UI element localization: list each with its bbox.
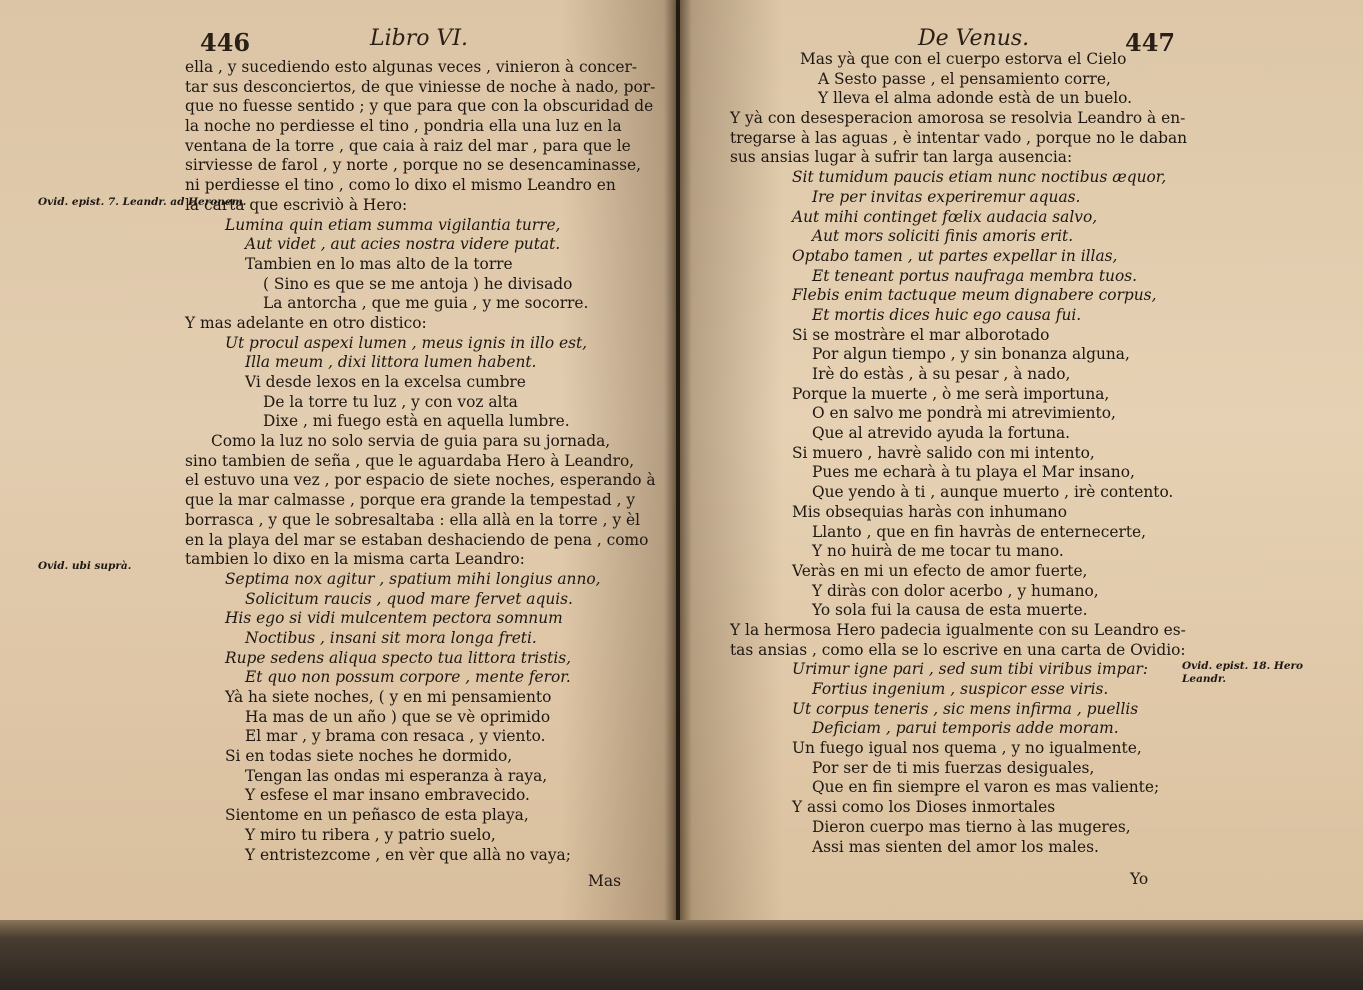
text-line: Assi mas sienten del amor los males. (812, 837, 1099, 856)
text-line: Y mas adelante en otro distico: (185, 313, 427, 332)
text-line: sino tambien de seña , que le aguardaba Hero à Leandro, (185, 451, 635, 470)
text-line: Illa meum , dixi littora lumen habent. (245, 353, 537, 372)
text-line: Si en todas siete noches he dormido, (225, 747, 513, 766)
text-line: Septima nox agitur , spatium mihi longius anno, (225, 569, 601, 588)
book-gutter (664, 0, 692, 940)
text-line: Solicitum raucis , quod mare fervet aquis. (245, 589, 573, 608)
text-line: De la torre tu luz , y con voz alta (263, 392, 518, 411)
catchword-left: Mas (588, 872, 622, 890)
right-page-text (730, 50, 1190, 857)
text-line: Pues me echarà à tu playa el Mar insano, (812, 463, 1135, 482)
text-line: Aut mihi continget fœlix audacia salvo, (792, 207, 1098, 226)
text-line: Por ser de ti mis fuerzas desiguales, (812, 758, 1095, 777)
text-line: tregarse à las aguas , è intentar vado , porque no le daban (730, 128, 1188, 147)
text-line: Yà ha siete noches, ( y en mi pensamiento (225, 688, 552, 706)
running-head-left: Libro VI. (370, 26, 469, 51)
margin-note-right-1: Ovid. epist. 18. Hero Leandr. (1182, 660, 1304, 685)
text-line: Y lleva el alma adonde està de un buelo. (818, 89, 1133, 108)
text-line: que no fuesse sentido ; y que para que con la obscuridad de (185, 97, 654, 116)
text-line: Ut procul aspexi lumen , meus ignis in illo est, (225, 333, 588, 352)
text-line: Mis obsequias haràs con inhumano (792, 502, 1067, 521)
text-line: El mar , y brama con resaca , y viento. (245, 727, 546, 746)
text-line: Y miro tu ribera , y patrio suelo, (245, 825, 496, 844)
text-line: Tambien en lo mas alto de la torre (245, 254, 513, 273)
text-line: Rupe sedens aliqua specto tua littora tristis, (225, 648, 572, 667)
text-line: Si se mostràre el mar alborotado (792, 325, 1050, 344)
text-line: Y diràs con dolor acerbo , y humano, (812, 581, 1099, 600)
text-line: ella , y sucediendo esto algunas veces , vinieron à concer- (185, 58, 638, 76)
text-line: Como la luz no solo servia de guia para su jornada, (211, 432, 611, 451)
text-line: ni perdiesse el tino , como lo dixo el mismo Leandro en (185, 176, 616, 195)
page-bottom-edge (0, 920, 1363, 990)
text-line: Aut videt , aut acies nostra videre putat. (245, 235, 561, 254)
text-line: sus ansias lugar à sufrir tan larga ausencia: (730, 148, 1073, 167)
text-line: Y yà con desesperacion amorosa se resolvia Leandro à en- (730, 109, 1186, 128)
text-line: Lumina quin etiam summa vigilantia turre, (225, 215, 561, 234)
text-line: ( Sino es que se me antoja ) he divisado (263, 274, 573, 293)
text-line: Veràs en mi un efecto de amor fuerte, (792, 561, 1088, 580)
text-line: Irè do estàs , à su pesar , à nado, (812, 365, 1071, 383)
text-line: Fortius ingenium , suspicor esse viris. (812, 680, 1109, 698)
text-line: Dixe , mi fuego està en aquella lumbre. (263, 412, 570, 431)
text-line: Flebis enim tactuque meum dignabere corpus, (792, 286, 1157, 305)
text-line: Sientome en un peñasco de esta playa, (225, 806, 529, 825)
text-line: La antorcha , que me guia , y me socorre. (263, 294, 589, 313)
margin-note-left-1: Ovid. epist. 7. Leandr. ad Heronem. (38, 196, 247, 208)
text-line: O en salvo me pondrà mi atrevimiento, (812, 404, 1116, 423)
text-line: Deficiam , parui temporis adde moram. (812, 719, 1119, 738)
text-line: en la playa del mar se estaban deshaciendo de pena , como (185, 530, 649, 549)
text-line: A Sesto passe , el pensamiento corre, (818, 69, 1111, 88)
text-line: el estuvo una vez , por espacio de siete noches, esperando à (185, 471, 656, 490)
text-line: la noche no perdiesse el tino , pondria ella una luz en la (185, 117, 622, 136)
catchword-right: Yo (1130, 870, 1149, 888)
text-line: Dieron cuerpo mas tierno à las mugeres, (812, 817, 1131, 836)
text-line: Yo sola fui la causa de esta muerte. (812, 601, 1088, 620)
text-line: Y la hermosa Hero padecia igualmente con su Leandro es- (730, 620, 1186, 639)
text-line: Por algun tiempo , y sin bonanza alguna, (812, 345, 1130, 364)
text-line: sirviesse de farol , y norte , porque no se desencaminasse, (185, 156, 642, 175)
left-page (0, 0, 676, 935)
text-line: Y entristezcome , en vèr que allà no vaya; (245, 845, 571, 864)
left-page-text (185, 58, 656, 865)
text-line: Et teneant portus naufraga membra tuos. (812, 266, 1138, 285)
text-line: Optabo tamen , ut partes expellar in illas, (792, 246, 1118, 265)
text-line: Que al atrevido ayuda la fortuna. (812, 424, 1071, 443)
text-line: Tengan las ondas mi esperanza à raya, (245, 766, 548, 785)
text-line: tas ansias , como ella se lo escrive en una carta de Ovidio: (730, 640, 1186, 659)
text-line: Si muero , havrè salido con mi intento, (792, 443, 1095, 462)
text-line: la carta que escriviò à Hero: (185, 195, 408, 214)
page-number-left: 446 (200, 28, 251, 57)
text-line: Llanto , que en fin havràs de enternecerte, (812, 522, 1147, 541)
text-line: Et quo non possum corpore , mente feror. (245, 668, 571, 687)
text-line: que la mar calmasse , porque era grande la tempestad , y (185, 491, 636, 510)
text-line: Vi desde lexos en la excelsa cumbre (245, 373, 526, 391)
text-line: Porque la muerte , ò me serà importuna, (792, 384, 1110, 403)
margin-note-left-2: Ovid. ubi suprà. (38, 560, 132, 572)
running-head-right: De Venus. (918, 26, 1030, 51)
page-number-right: 447 (1125, 28, 1176, 57)
text-line: Ire per invitas experiremur aquas. (812, 187, 1081, 206)
text-line: Que en fin siempre el varon es mas valiente; (812, 778, 1160, 797)
text-line: Aut mors soliciti finis amoris erit. (812, 227, 1074, 246)
text-line: Ha mas de un año ) que se vè oprimido (245, 707, 551, 726)
text-line: Noctibus , insani sit mora longa freti. (245, 628, 537, 647)
text-line: Y assi como los Dioses inmortales (792, 798, 1056, 817)
text-line: Urimur igne pari , sed sum tibi viribus impar: (792, 660, 1149, 679)
text-line: tambien lo dixo en la misma carta Leandro: (185, 550, 525, 569)
text-line: Ut corpus teneris , sic mens infirma , puellis (792, 699, 1139, 718)
text-line: Y esfese el mar insano embravecido. (245, 786, 530, 805)
text-line: borrasca , y que le sobresaltaba : ella allà en la torre , y èl (185, 510, 641, 529)
text-line: tar sus desconciertos, de que viniesse de noche à nado, por- (185, 77, 656, 96)
text-line: His ego si vidi mulcentem pectora somnum (225, 609, 563, 628)
text-line: Un fuego igual nos quema , y no igualmente, (792, 739, 1142, 758)
right-page (680, 0, 1363, 935)
text-line: Et mortis dices huic ego causa fui. (812, 305, 1082, 324)
text-line: Sit tumidum paucis etiam nunc noctibus æquor, (792, 168, 1167, 187)
text-line: Mas yà que con el cuerpo estorva el Cielo (800, 50, 1127, 68)
text-line: Que yendo à ti , aunque muerto , irè contento. (812, 483, 1174, 502)
text-line: Y no huirà de me tocar tu mano. (812, 542, 1064, 561)
text-line: ventana de la torre , que caia à raiz del mar , para que le (185, 136, 631, 155)
